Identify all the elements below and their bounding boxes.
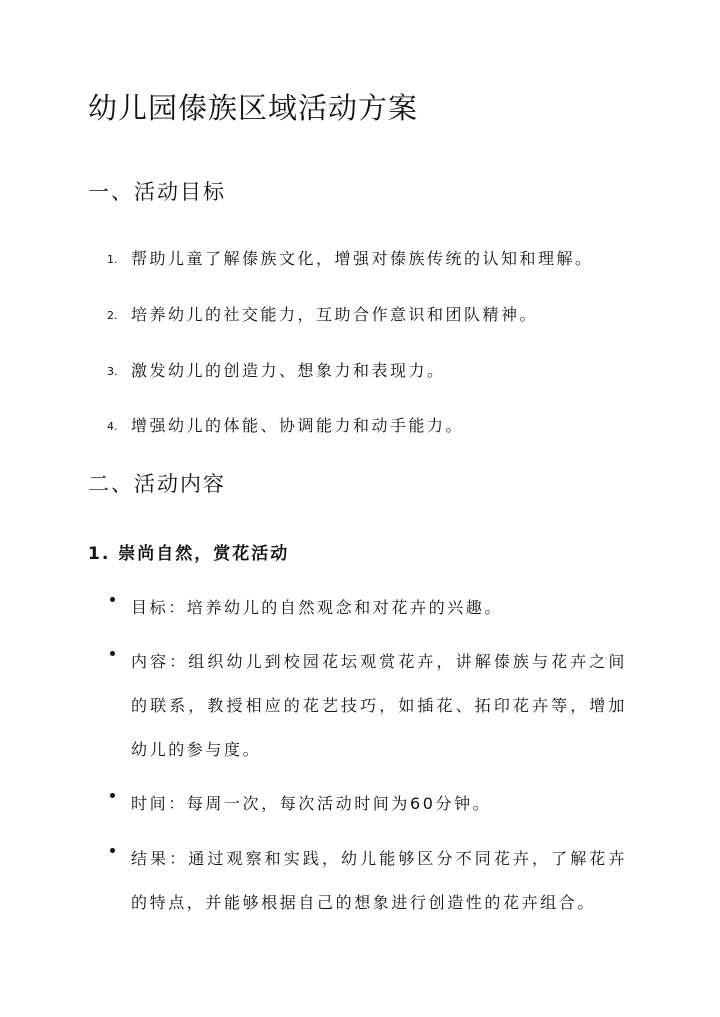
goal-item-4 — [107, 413, 667, 436]
bullet-item-text: 结果：通过观察和实践，幼儿能够区分不同花卉，了解花卉的特点，并能够根据自己的想象进行创造性的花卉组合。 — [131, 849, 627, 912]
bullet-item-result — [110, 837, 630, 925]
list-item-text: 激发幼儿的创造力、想象力和表现力。 — [131, 361, 446, 380]
bullet-dot-icon — [110, 597, 115, 602]
bullet-item-text: 时间：每周一次，每次活动时间为60分钟。 — [131, 794, 492, 813]
bullet-dot-icon — [110, 793, 115, 798]
section-heading-goals: 一、活动目标 — [88, 180, 226, 204]
section-heading-content: 二、活动内容 — [88, 472, 226, 496]
bullet-dot-icon — [110, 651, 115, 656]
bullet-item-text: 内容：组织幼儿到校园花坛观赏花卉，讲解傣族与花卉之间的联系，教授相应的花艺技巧，如插花、拓印花卉等，增加幼儿的参与度。 — [131, 652, 627, 759]
list-number: 4. — [107, 420, 118, 433]
list-item-text: 帮助儿童了解傣族文化，增强对傣族传统的认知和理解。 — [131, 249, 594, 268]
list-number: 3. — [107, 365, 118, 378]
bullet-item-text: 目标：培养幼儿的自然观念和对花卉的兴趣。 — [131, 598, 504, 617]
list-number: 1. — [107, 253, 118, 266]
bullet-dot-icon — [110, 848, 115, 853]
bullet-item-time — [110, 782, 630, 826]
document-title: 幼儿园傣族区域活动方案 — [88, 91, 419, 125]
subsection-heading-flower-activity: 1. 崇尚自然，赏花活动 — [88, 544, 290, 564]
goal-item-1 — [107, 246, 667, 269]
bullet-item-content — [110, 640, 630, 772]
list-item-text: 增强幼儿的体能、协调能力和动手能力。 — [131, 416, 465, 435]
bullet-item-goal — [110, 586, 630, 630]
goal-item-2 — [107, 302, 667, 325]
goal-item-3 — [107, 358, 667, 381]
list-number: 2. — [107, 309, 118, 322]
list-item-text: 培养幼儿的社交能力，互助合作意识和团队精神。 — [131, 305, 539, 324]
